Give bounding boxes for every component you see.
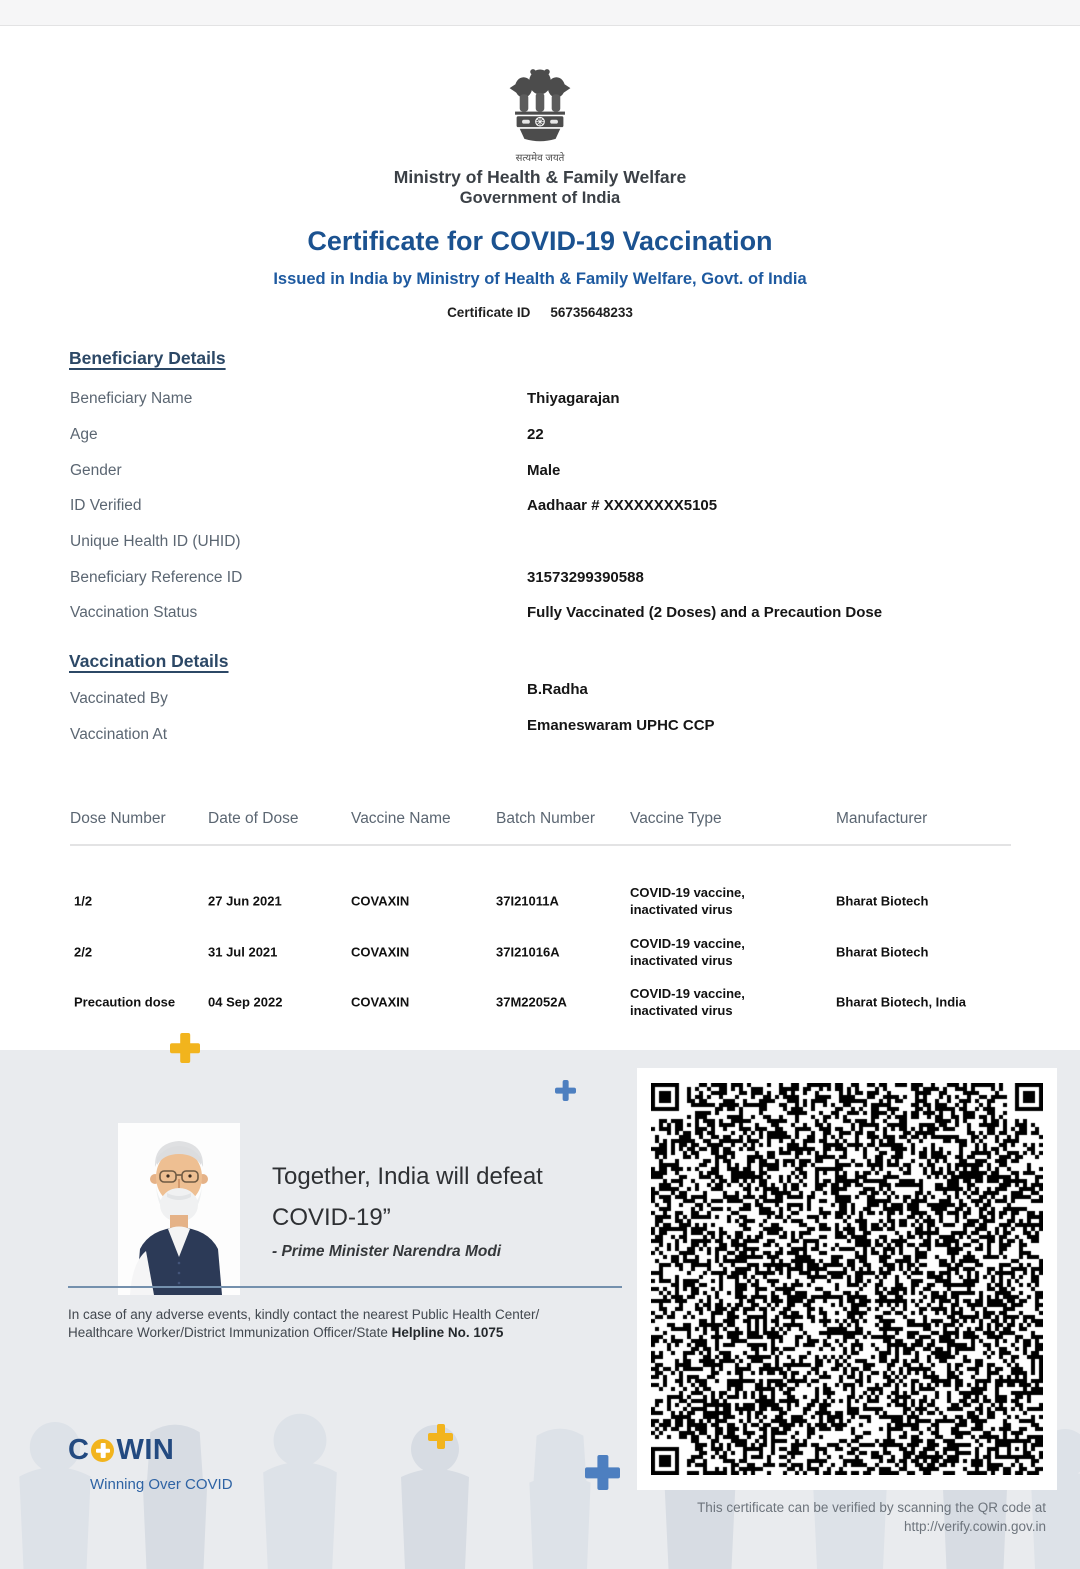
col-vaccine-name: Vaccine Name: [351, 810, 451, 827]
cell-type: COVID-19 vaccine, inactivated virus: [630, 986, 745, 1018]
col-vaccine-type: Vaccine Type: [630, 810, 722, 827]
field-row-age: [70, 426, 1010, 450]
vaccination-section-title: Vaccination Details: [69, 651, 229, 671]
col-date-of-dose: Date of Dose: [208, 810, 299, 827]
cell-date: 27 Jun 2021: [208, 893, 282, 909]
cell-vaccine: COVAXIN: [351, 994, 410, 1010]
cell-type: COVID-19 vaccine, inactivated virus: [630, 885, 745, 917]
field-value: Male: [527, 462, 561, 479]
cowin-tagline: Winning Over COVID: [90, 1476, 233, 1493]
field-label: Vaccination Status: [70, 604, 198, 621]
field-label: Beneficiary Name: [70, 390, 193, 407]
col-manufacturer: Manufacturer: [836, 810, 928, 827]
field-row-uhid: [70, 533, 1010, 557]
emblem-motto: सत्यमेव जयते: [515, 153, 565, 164]
field-row-vaccinated-by: [70, 681, 1010, 714]
cowin-logo: [68, 1434, 174, 1467]
field-value: Thiyagarajan: [527, 390, 620, 407]
cell-dose: Precaution dose: [74, 994, 176, 1010]
cell-manufacturer: Bharat Biotech: [836, 893, 929, 909]
cell-batch: 37I21011A: [496, 893, 559, 909]
cell-dose: 1/2: [74, 893, 93, 909]
adverse-events-note: [68, 1306, 580, 1342]
table-row-dose-1: [70, 876, 1011, 926]
dose-table: [70, 810, 1011, 1050]
beneficiary-section-title: Beneficiary Details: [69, 348, 226, 368]
table-divider: [70, 844, 1011, 846]
field-label: Beneficiary Reference ID: [70, 569, 243, 586]
qr-card: [637, 1068, 1057, 1490]
field-row-reference-id: [70, 569, 1010, 593]
vaccination-fields: [70, 681, 1010, 770]
plus-icon: [170, 1033, 200, 1063]
pm-quote: [272, 1156, 652, 1238]
field-value: 22: [527, 426, 544, 443]
field-label: Vaccination At: [70, 726, 168, 743]
cowin-logo-win: WIN: [116, 1434, 175, 1466]
field-label: Unique Health ID (UHID): [70, 533, 241, 550]
quote-divider: [68, 1286, 622, 1288]
cell-dose: 2/2: [74, 944, 93, 960]
field-value: Aadhaar # XXXXXXXX5105: [527, 497, 718, 514]
verify-note: [0, 1498, 1046, 1536]
certificate-title: Certificate for COVID-19 Vaccination: [307, 226, 773, 256]
field-value: Emaneswaram UPHC CCP: [527, 717, 715, 734]
certificate-subtitle: Issued in India by Ministry of Health & Family Welfare, Govt. of India: [273, 270, 807, 288]
cell-type: COVID-19 vaccine, inactivated virus: [630, 936, 745, 968]
field-row-gender: [70, 462, 1010, 486]
field-label: ID Verified: [70, 497, 142, 514]
certificate-id-value: 56735648233: [550, 305, 633, 320]
col-dose-number: Dose Number: [70, 810, 166, 827]
cowin-logo-c: C: [68, 1434, 90, 1466]
table-row-dose-2: [70, 927, 1011, 977]
cowin-plus-icon: [91, 1439, 114, 1462]
cell-vaccine: COVAXIN: [351, 944, 410, 960]
certificate-id: [0, 305, 1080, 320]
government-name: Government of India: [459, 189, 621, 207]
field-label: Vaccinated By: [70, 690, 168, 707]
field-row-beneficiary-name: [70, 390, 1010, 414]
cell-vaccine: COVAXIN: [351, 893, 410, 909]
india-emblem-icon: [501, 56, 579, 150]
ministry-name: Ministry of Health & Family Welfare: [393, 167, 687, 187]
field-row-vaccination-status: [70, 604, 1010, 628]
verify-line-2: http://verify.cowin.gov.in: [903, 1519, 1046, 1534]
field-value: 31573299390588: [527, 569, 644, 586]
cell-batch: 37I21016A: [496, 944, 560, 960]
field-value: B.Radha: [527, 681, 588, 698]
pm-quote-attribution: - Prime Minister Narendra Modi: [272, 1243, 502, 1260]
plus-icon: [428, 1424, 453, 1449]
cell-date: 31 Jul 2021: [208, 944, 278, 960]
field-value: Fully Vaccinated (2 Doses) and a Precaution Dose: [527, 604, 883, 621]
cell-date: 04 Sep 2022: [208, 994, 283, 1010]
certificate-id-label: Certificate ID: [447, 305, 531, 320]
field-row-vaccination-at: [70, 717, 1010, 750]
cell-batch: 37M22052A: [496, 994, 567, 1010]
cell-manufacturer: Bharat Biotech: [836, 944, 929, 960]
cell-manufacturer: Bharat Biotech, India: [836, 994, 967, 1010]
field-label: Gender: [70, 462, 122, 479]
viewer-top-band: [0, 0, 1080, 26]
verify-line-1: This certificate can be verified by scanning the QR code at: [697, 1500, 1046, 1515]
pm-quote-line-1: Together, India will defeat: [272, 1163, 543, 1190]
pm-portrait: [118, 1123, 240, 1295]
helpline-number: Helpline No. 1075: [391, 1325, 504, 1340]
plus-icon: [585, 1455, 620, 1490]
plus-icon: [555, 1080, 576, 1101]
field-label: Age: [70, 426, 98, 443]
adverse-events-text: In case of any adverse events, kindly contact the nearest Public Health Center/ Healthcare Worker/District Immunization Officer/State: [68, 1307, 540, 1340]
col-batch-number: Batch Number: [496, 810, 596, 827]
qr-code: [651, 1083, 1043, 1475]
pm-quote-line-2: COVID-19”: [272, 1204, 391, 1231]
field-row-id-verified: [70, 497, 1010, 521]
beneficiary-fields: [70, 390, 1010, 630]
table-row-precaution-dose: [70, 977, 1011, 1027]
